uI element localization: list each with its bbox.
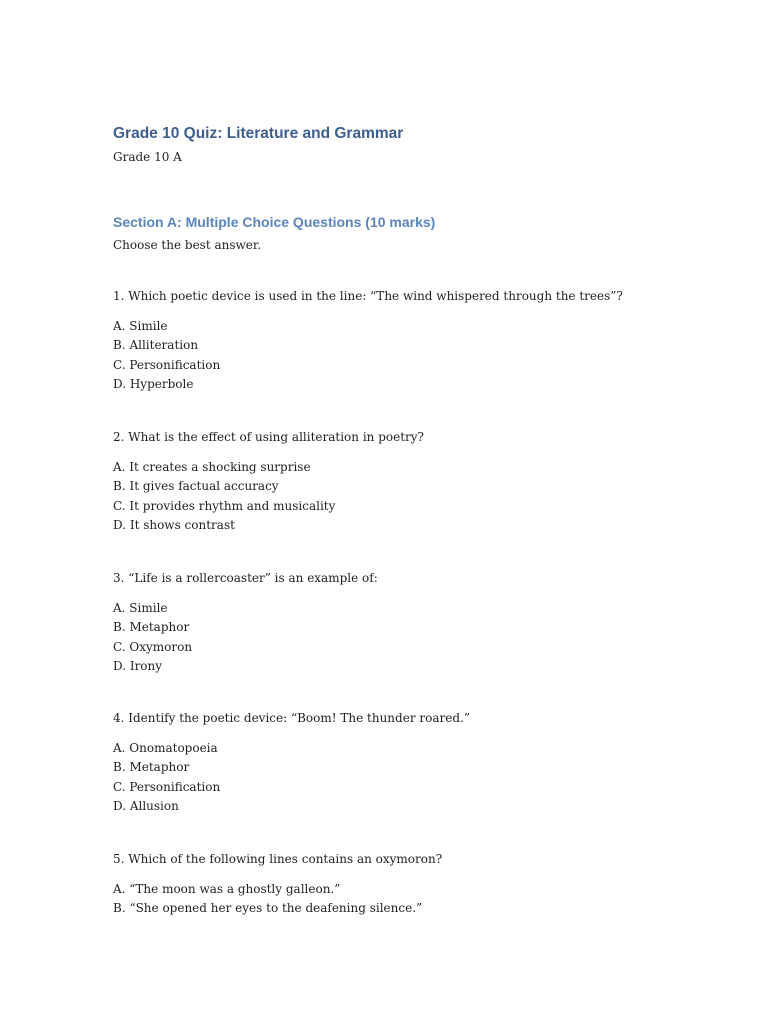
question-3	[113, 568, 713, 676]
question-1	[113, 286, 713, 394]
option-b: B. “She opened her eyes to the deafening silence.”	[113, 901, 423, 916]
question-options	[113, 458, 713, 535]
option-c: C. Personification	[113, 357, 221, 372]
option-b: B. Metaphor	[113, 620, 190, 635]
question-options	[113, 739, 713, 816]
option-d: D. Allusion	[113, 798, 179, 813]
option-b: B. Alliteration	[113, 338, 199, 353]
question-prompt: 4. Identify the poetic device: “Boom! The thunder roared.”	[113, 711, 470, 725]
option-d: D. Hyperbole	[113, 376, 194, 391]
section-instructions: Choose the best answer.	[113, 238, 262, 252]
question-prompt: 5. Which of the following lines contains an oxymoron?	[113, 852, 443, 866]
question-options	[113, 880, 713, 919]
question-5	[113, 849, 713, 919]
option-c: C. Personification	[113, 779, 221, 794]
option-c: C. Oxymoron	[113, 639, 193, 654]
question-prompt: 3. “Life is a rollercoaster” is an example of:	[113, 571, 378, 585]
option-a: A. Simile	[113, 319, 168, 333]
option-d: D. Irony	[113, 658, 163, 673]
option-a: A. Simile	[113, 601, 168, 615]
question-2	[113, 427, 713, 535]
question-options	[113, 317, 713, 394]
option-b: B. Metaphor	[113, 760, 190, 775]
question-prompt: 2. What is the effect of using alliteration in poetry?	[113, 430, 424, 444]
question-prompt: 1. Which poetic device is used in the line: “The wind whispered through the trees”?	[113, 289, 623, 303]
page-subtitle: Grade 10 A	[113, 150, 182, 164]
option-a: A. Onomatopoeia	[113, 741, 218, 755]
question-4	[113, 708, 713, 816]
option-c: C. It provides rhythm and musicality	[113, 498, 336, 513]
section-heading: Section A: Multiple Choice Questions (10 marks)	[113, 214, 436, 230]
option-b: B. It gives factual accuracy	[113, 479, 279, 494]
option-a: A. “The moon was a ghostly galleon.”	[113, 882, 341, 896]
question-options	[113, 599, 713, 676]
option-d: D. It shows contrast	[113, 517, 235, 532]
page-title: Grade 10 Quiz: Literature and Grammar	[113, 125, 404, 142]
option-a: A. It creates a shocking surprise	[113, 460, 311, 474]
